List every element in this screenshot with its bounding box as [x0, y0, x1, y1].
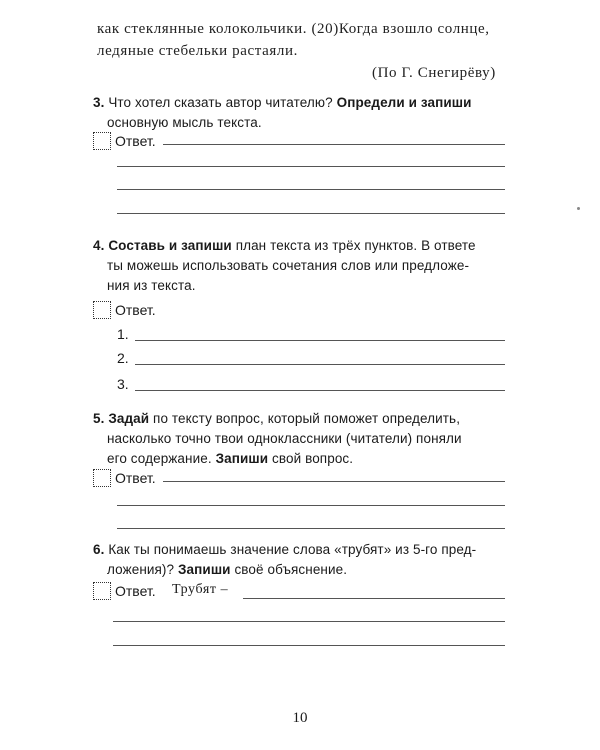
task-5-bold-b: Запиши [215, 451, 269, 466]
task-5 [93, 409, 513, 469]
task-4-line-2: ты можешь использовать сочетания слов или предложе- [107, 258, 470, 273]
passage-line-1: как стеклянные колокольчики. (20)Когда взошло солнце, [97, 21, 490, 37]
task-6-line-2 [93, 560, 513, 580]
task-5-line-3 [93, 449, 513, 469]
task-6-text-a: Как ты понимаешь значение слова «трубят» из 5-го пред- [108, 542, 477, 557]
page-number: 10 [292, 710, 308, 726]
task-3-number: 3. [93, 95, 105, 110]
answer-label: Ответ. [115, 583, 156, 599]
task-6-answer-label-row [93, 581, 156, 601]
task-5-text-a: по тексту вопрос, который поможет определить, [153, 411, 461, 426]
task-5-answer-line-1[interactable] [163, 481, 505, 482]
plan-item-1-line[interactable] [135, 340, 505, 341]
task-6-line-2-b: своё объяснение. [234, 562, 348, 577]
task-4-number: 4. [93, 238, 105, 253]
task-3-text-a: Что хотел сказать автор читателю? [108, 95, 333, 110]
task-5-answer-label-row [93, 468, 156, 488]
task-6-answer-line-2[interactable] [113, 621, 505, 622]
task-4-line-3: ния из текста. [107, 278, 196, 293]
task-3-bold-a: Определи и запиши [336, 95, 472, 110]
task-6-line-2-a: ложения)? [107, 562, 175, 577]
task-3-answer-line-4[interactable] [117, 213, 505, 214]
task-5-answer-line-3[interactable] [117, 528, 505, 529]
plan-item-2-number: 2. [117, 350, 129, 366]
plan-item-2-line[interactable] [135, 364, 505, 365]
task-4-answer-label-row [93, 300, 156, 320]
passage-source: (По Г. Снегирёву) [372, 65, 496, 81]
passage-line-2: ледяные стебельки растаяли. [97, 43, 298, 59]
task-4-text-a: план текста из трёх пунктов. В ответе [235, 238, 476, 253]
scan-speck [577, 207, 580, 210]
plan-item-3-line[interactable] [135, 390, 505, 391]
answer-checkbox[interactable] [93, 469, 111, 487]
task-6-answer-line-3[interactable] [113, 645, 505, 646]
task-5-answer-line-2[interactable] [117, 505, 505, 506]
answer-checkbox[interactable] [93, 132, 111, 150]
task-5-line-2: насколько точно твои одноклассники (читатели) поняли [107, 431, 462, 446]
answer-label: Ответ. [115, 470, 156, 486]
task-5-number: 5. [93, 411, 105, 426]
answer-checkbox[interactable] [93, 582, 111, 600]
answer-checkbox[interactable] [93, 301, 111, 319]
task-3-line-2: основную мысль текста. [107, 115, 262, 130]
task-5-line-3-b: свой вопрос. [272, 451, 354, 466]
task-3-answer-line-3[interactable] [117, 189, 505, 190]
task-3 [93, 93, 513, 133]
task-3-answer-line-2[interactable] [117, 166, 505, 167]
task-6-number: 6. [93, 542, 105, 557]
task-6-answer-start: Трубят – [172, 582, 229, 597]
task-6 [93, 540, 513, 580]
task-6-answer-line-1[interactable] [243, 598, 505, 599]
answer-label: Ответ. [115, 133, 156, 149]
task-4-bold-a: Составь и запиши [108, 238, 232, 253]
task-5-line-3-a: его содержание. [107, 451, 212, 466]
task-4 [93, 236, 513, 296]
answer-label: Ответ. [115, 302, 156, 318]
plan-item-1-number: 1. [117, 326, 129, 342]
task-5-bold-a: Задай [108, 411, 150, 426]
task-6-bold-b: Запиши [178, 562, 231, 577]
plan-item-3-number: 3. [117, 376, 129, 392]
task-3-answer-label-row [93, 131, 156, 151]
task-3-answer-line-1[interactable] [163, 144, 505, 145]
